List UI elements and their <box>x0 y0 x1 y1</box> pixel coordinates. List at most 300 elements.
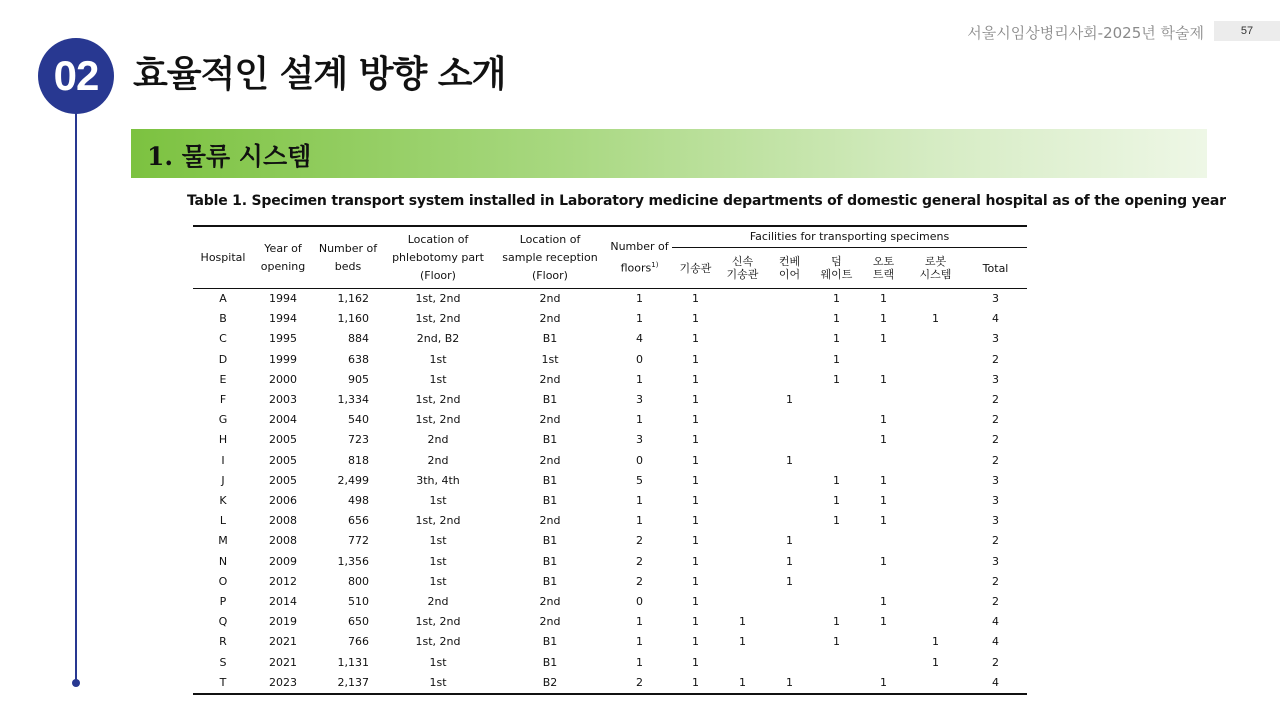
cell-pneumatic: 1 <box>692 332 699 346</box>
header-fac-robot-line2: 시스템 <box>919 268 952 281</box>
cell-hospital: Q <box>218 615 228 629</box>
table-row <box>193 491 1027 511</box>
header-reception <box>493 226 607 289</box>
cell-total: 2 <box>992 433 1000 447</box>
cell-autotrack: 1 <box>880 312 887 326</box>
cell-phlebotomy: 1st, 2nd <box>415 312 461 326</box>
table-row <box>193 612 1027 632</box>
header-phlebotomy-line3: (Floor) <box>420 268 456 282</box>
cell-phlebotomy: 1st <box>429 554 447 568</box>
cell-dumbwaiter <box>813 451 860 471</box>
cell-autotrack: 1 <box>880 292 887 305</box>
cell-year: 2004 <box>269 413 297 427</box>
cell-phlebotomy: 2nd, B2 <box>416 332 460 346</box>
cell-pneumatic: 1 <box>692 635 699 649</box>
cell-pneumatic: 1 <box>692 312 699 326</box>
cell-robot <box>907 410 964 430</box>
cell-rapid-pneumatic <box>719 451 766 471</box>
header-facilities-group: Facilities for transporting specimens <box>672 226 1027 248</box>
subtitle-text: 1. 물류 시스템 <box>147 142 312 171</box>
header-phlebotomy <box>383 226 493 289</box>
cell-rapid-pneumatic: 1 <box>719 673 766 694</box>
cell-reception: B1 <box>542 494 558 508</box>
table-row <box>193 653 1027 673</box>
header-phlebotomy-line1: Location of <box>407 232 469 246</box>
header-fac-rapid-line2: 기송관 <box>726 268 759 281</box>
cell-year: 2006 <box>269 494 297 508</box>
cell-year: 2014 <box>269 595 297 609</box>
cell-dumbwaiter <box>813 552 860 572</box>
cell-beds: 498 <box>348 494 369 508</box>
cell-robot <box>907 592 964 612</box>
cell-beds: 1,160 <box>337 312 369 326</box>
cell-beds: 656 <box>348 514 369 528</box>
cell-robot <box>907 511 964 531</box>
table-row <box>193 370 1027 390</box>
section-number-badge: 02 <box>38 38 114 114</box>
cell-pneumatic: 1 <box>672 673 719 694</box>
cell-autotrack: 1 <box>880 413 887 427</box>
cell-floors: 1 <box>636 413 643 427</box>
cell-pneumatic: 1 <box>692 352 699 366</box>
cell-conveyor <box>766 289 813 310</box>
cell-robot <box>907 289 964 310</box>
cell-beds: 510 <box>348 595 369 609</box>
table-row <box>193 572 1027 592</box>
cell-phlebotomy: 1st <box>429 574 447 588</box>
cell-autotrack: 1 <box>880 514 887 528</box>
header-reception-line3: (Floor) <box>532 268 568 282</box>
page-number: 57 <box>1214 21 1280 41</box>
cell-total: 4 <box>992 312 1000 326</box>
header-fac-dumbwaiter-line1: 덤 <box>831 255 842 268</box>
cell-hospital: E <box>219 372 227 386</box>
cell-floors: 5 <box>636 473 643 487</box>
cell-phlebotomy: 1st <box>429 494 447 508</box>
header-fac-robot-line1: 로봇 <box>924 255 947 268</box>
cell-hospital: P <box>219 595 227 609</box>
cell-floors: 1 <box>636 514 643 528</box>
cell-rapid-pneumatic <box>719 390 766 410</box>
cell-robot: 1 <box>932 635 939 649</box>
cell-autotrack: 1 <box>880 332 887 346</box>
cell-hospital: L <box>219 514 227 528</box>
cell-rapid-pneumatic <box>719 491 766 511</box>
cell-pneumatic: 1 <box>692 292 699 305</box>
cell-conveyor <box>766 612 813 632</box>
cell-reception: B1 <box>542 554 558 568</box>
cell-year: 1999 <box>269 352 297 366</box>
cell-pneumatic: 1 <box>692 433 699 447</box>
header-beds-line1: Number of <box>318 241 378 255</box>
cell-floors: 3 <box>636 393 643 407</box>
cell-floors: 1 <box>636 615 643 629</box>
cell-reception: 2nd <box>539 372 561 386</box>
cell-autotrack <box>860 350 907 370</box>
cell-floors: 4 <box>636 332 643 346</box>
cell-conveyor: 1 <box>786 393 793 407</box>
cell-total: 2 <box>992 352 1000 366</box>
header-floors-line2: floors <box>620 261 652 275</box>
table-row <box>193 552 1027 572</box>
table-row <box>193 471 1027 491</box>
cell-beds: 540 <box>348 413 369 427</box>
cell-dumbwaiter <box>813 673 860 694</box>
cell-pneumatic: 1 <box>692 554 699 568</box>
cell-autotrack <box>860 653 907 673</box>
cell-robot <box>907 451 964 471</box>
header-floors-line1: Number of <box>610 239 669 253</box>
cell-floors: 0 <box>636 453 643 467</box>
cell-reception: B1 <box>542 393 558 407</box>
cell-total: 4 <box>992 615 1000 629</box>
header-fac-dumbwaiter <box>813 248 860 289</box>
cell-phlebotomy: 1st <box>429 655 447 669</box>
page-title: 효율적인 설계 방향 소개 <box>133 54 506 95</box>
table-row <box>193 511 1027 531</box>
cell-reception: B1 <box>542 473 558 487</box>
cell-floors: 1 <box>636 372 643 386</box>
cell-floors: 1 <box>636 292 643 305</box>
cell-total: 3 <box>992 494 1000 508</box>
cell-conveyor <box>766 471 813 491</box>
cell-hospital: T <box>193 673 253 694</box>
table-header-row <box>193 226 1027 248</box>
cell-year: 2012 <box>269 574 297 588</box>
cell-robot <box>907 390 964 410</box>
cell-conveyor: 1 <box>766 673 813 694</box>
cell-conveyor <box>766 350 813 370</box>
cell-robot <box>907 531 964 551</box>
cell-pneumatic: 1 <box>692 372 699 386</box>
cell-reception: 2nd <box>539 595 561 609</box>
cell-dumbwaiter <box>813 572 860 592</box>
cell-floors: 2 <box>636 574 643 588</box>
cell-phlebotomy: 1st <box>429 352 447 366</box>
cell-total: 2 <box>992 534 1000 548</box>
cell-rapid-pneumatic <box>719 350 766 370</box>
cell-hospital: R <box>219 635 227 649</box>
cell-rapid-pneumatic <box>719 572 766 592</box>
cell-robot <box>907 430 964 450</box>
cell-hospital: C <box>219 332 227 346</box>
cell-hospital: A <box>219 292 227 305</box>
cell-total: 2 <box>992 574 1000 588</box>
cell-beds: 1,131 <box>337 655 369 669</box>
cell-year: 2023 <box>253 673 313 694</box>
cell-conveyor <box>766 653 813 673</box>
cell-conveyor: 1 <box>786 534 793 548</box>
cell-autotrack <box>860 390 907 410</box>
table-caption: Table 1. Specimen transport system installed in Laboratory medicine departments of domestic general hospital as of the opening year <box>187 193 1226 209</box>
cell-floors: 1 <box>636 494 643 508</box>
cell-phlebotomy: 1st <box>429 372 447 386</box>
cell-year: 2008 <box>269 534 297 548</box>
header-fac-autotrack-line2: 트랙 <box>872 268 895 281</box>
cell-year: 2005 <box>269 473 297 487</box>
cell-rapid-pneumatic <box>719 309 766 329</box>
cell-reception: 2nd <box>539 514 561 528</box>
cell-robot <box>907 552 964 572</box>
header-fac-rapid-pneumatic <box>719 248 766 289</box>
cell-phlebotomy: 1st, 2nd <box>415 615 461 629</box>
cell-reception: 2nd <box>539 312 561 326</box>
cell-phlebotomy: 1st, 2nd <box>415 635 461 649</box>
table-row <box>193 632 1027 652</box>
subtitle-bar <box>131 129 1207 178</box>
cell-pneumatic: 1 <box>692 473 699 487</box>
cell-beds: 2,499 <box>337 473 369 487</box>
cell-total: 3 <box>992 292 1000 305</box>
cell-autotrack: 1 <box>880 494 887 508</box>
cell-rapid-pneumatic <box>719 289 766 310</box>
cell-autotrack <box>860 632 907 652</box>
cell-rapid-pneumatic <box>719 653 766 673</box>
cell-dumbwaiter <box>813 430 860 450</box>
table-row <box>193 289 1027 310</box>
cell-autotrack: 1 <box>880 433 887 447</box>
cell-hospital: M <box>218 534 228 548</box>
cell-dumbwaiter: 1 <box>833 635 840 649</box>
cell-floors: 1 <box>636 635 643 649</box>
header-org-text: 서울시임상병리사회-2025년 학술제 <box>967 24 1204 42</box>
cell-autotrack <box>860 451 907 471</box>
header-year-line2: opening <box>260 259 306 273</box>
cell-conveyor <box>766 491 813 511</box>
cell-autotrack: 1 <box>880 595 887 609</box>
cell-reception: B1 <box>542 574 558 588</box>
cell-year: 2000 <box>269 372 297 386</box>
cell-phlebotomy: 2nd <box>427 433 449 447</box>
cell-year: 2021 <box>269 655 297 669</box>
header-fac-pneumatic: 기송관 <box>672 248 719 289</box>
cell-pneumatic: 1 <box>692 494 699 508</box>
cell-beds: 2,137 <box>313 673 383 694</box>
table-row <box>193 673 1027 694</box>
cell-year: 2021 <box>269 635 297 649</box>
cell-total: 2 <box>992 393 1000 407</box>
table-row <box>193 451 1027 471</box>
timeline-line <box>75 112 77 682</box>
header-floors <box>607 226 672 289</box>
cell-phlebotomy: 2nd <box>427 453 449 467</box>
cell-floors: 0 <box>636 595 643 609</box>
cell-rapid-pneumatic <box>719 471 766 491</box>
cell-pneumatic: 1 <box>692 453 699 467</box>
cell-autotrack: 1 <box>880 473 887 487</box>
cell-reception: 2nd <box>539 453 561 467</box>
cell-autotrack <box>860 531 907 551</box>
cell-total: 3 <box>992 554 1000 568</box>
table-row <box>193 430 1027 450</box>
cell-pneumatic: 1 <box>692 534 699 548</box>
cell-pneumatic: 1 <box>692 574 699 588</box>
cell-robot <box>907 612 964 632</box>
cell-beds: 766 <box>348 635 369 649</box>
cell-conveyor <box>766 370 813 390</box>
header-year-line1: Year of <box>264 241 302 255</box>
cell-dumbwaiter: 1 <box>833 312 840 326</box>
cell-hospital: O <box>218 574 228 588</box>
table-row <box>193 390 1027 410</box>
cell-dumbwaiter <box>813 531 860 551</box>
cell-total: 3 <box>992 372 1000 386</box>
cell-dumbwaiter <box>813 592 860 612</box>
cell-reception: B1 <box>542 635 558 649</box>
header-fac-conveyor-line1: 컨베 <box>778 255 801 268</box>
cell-rapid-pneumatic <box>719 329 766 349</box>
cell-dumbwaiter: 1 <box>833 514 840 528</box>
cell-reception: 1st <box>541 352 559 366</box>
cell-floors: 3 <box>636 433 643 447</box>
cell-robot <box>907 350 964 370</box>
header-fac-conveyor <box>766 248 813 289</box>
cell-phlebotomy: 1st, 2nd <box>415 393 461 407</box>
cell-beds: 884 <box>348 332 369 346</box>
header-fac-dumbwaiter-line2: 웨이트 <box>820 268 853 281</box>
cell-rapid-pneumatic <box>719 552 766 572</box>
header-fac-autotrack-line1: 오토 <box>872 255 895 268</box>
cell-rapid-pneumatic <box>719 592 766 612</box>
cell-conveyor: 1 <box>786 574 793 588</box>
timeline-dot <box>72 679 80 687</box>
cell-beds: 650 <box>348 615 369 629</box>
cell-reception: 2nd <box>539 413 561 427</box>
cell-year: 2003 <box>269 393 297 407</box>
cell-beds: 818 <box>348 453 369 467</box>
cell-pneumatic: 1 <box>692 413 699 427</box>
cell-hospital: G <box>218 413 228 427</box>
cell-pneumatic: 1 <box>692 595 699 609</box>
cell-beds: 772 <box>348 534 369 548</box>
cell-dumbwaiter: 1 <box>833 615 840 629</box>
cell-beds: 723 <box>348 433 369 447</box>
cell-floors: 0 <box>636 352 643 366</box>
cell-phlebotomy: 2nd <box>427 595 449 609</box>
cell-year: 2005 <box>269 453 297 467</box>
cell-dumbwaiter: 1 <box>833 372 840 386</box>
cell-beds: 638 <box>348 352 369 366</box>
cell-hospital: S <box>219 655 227 669</box>
cell-reception: B2 <box>493 673 607 694</box>
header-total: Total <box>964 248 1027 289</box>
header-reception-line1: Location of <box>519 232 581 246</box>
cell-total: 2 <box>992 655 1000 669</box>
cell-beds: 905 <box>348 372 369 386</box>
cell-dumbwaiter: 1 <box>833 352 840 366</box>
cell-autotrack <box>860 572 907 592</box>
cell-reception: B1 <box>542 655 558 669</box>
cell-pneumatic: 1 <box>692 615 699 629</box>
cell-dumbwaiter <box>813 653 860 673</box>
header-fac-conveyor-line2: 이어 <box>778 268 801 281</box>
cell-beds: 1,356 <box>337 554 369 568</box>
cell-phlebotomy: 1st <box>383 673 493 694</box>
header-floors-footnote: 1) <box>651 260 659 269</box>
cell-total: 3 <box>992 473 1000 487</box>
cell-phlebotomy: 1st <box>429 534 447 548</box>
cell-beds: 800 <box>348 574 369 588</box>
header-fac-autotrack <box>860 248 907 289</box>
table-body <box>193 289 1027 695</box>
cell-robot: 1 <box>932 312 939 326</box>
cell-conveyor: 1 <box>786 453 793 467</box>
table-row <box>193 309 1027 329</box>
cell-reception: 2nd <box>539 292 561 305</box>
cell-dumbwaiter <box>813 390 860 410</box>
cell-hospital: N <box>218 554 228 568</box>
cell-rapid-pneumatic <box>719 531 766 551</box>
cell-floors: 2 <box>607 673 672 694</box>
cell-hospital: H <box>218 433 228 447</box>
cell-conveyor <box>766 511 813 531</box>
cell-phlebotomy: 1st, 2nd <box>415 413 461 427</box>
cell-conveyor <box>766 632 813 652</box>
cell-hospital: J <box>221 473 225 487</box>
cell-hospital: F <box>219 393 227 407</box>
cell-year: 2019 <box>269 615 297 629</box>
cell-conveyor <box>766 329 813 349</box>
cell-total: 2 <box>992 595 1000 609</box>
cell-hospital: K <box>219 494 227 508</box>
cell-conveyor: 1 <box>786 554 793 568</box>
header-reception-line2: sample reception <box>502 250 598 264</box>
cell-year: 1994 <box>269 312 297 326</box>
cell-total: 2 <box>992 453 1000 467</box>
cell-rapid-pneumatic <box>719 430 766 450</box>
cell-autotrack: 1 <box>880 615 887 629</box>
cell-phlebotomy: 3th, 4th <box>416 473 460 487</box>
cell-rapid-pneumatic <box>719 410 766 430</box>
cell-phlebotomy: 1st, 2nd <box>415 514 461 528</box>
cell-reception: B1 <box>542 433 558 447</box>
cell-year: 1994 <box>269 292 297 305</box>
cell-total: 3 <box>992 514 1000 528</box>
cell-total: 3 <box>992 332 1000 346</box>
cell-floors: 1 <box>636 312 643 326</box>
header-hospital: Hospital <box>193 226 253 289</box>
cell-dumbwaiter: 1 <box>833 473 840 487</box>
cell-floors: 2 <box>636 534 643 548</box>
cell-total: 4 <box>964 673 1027 694</box>
cell-floors: 1 <box>636 655 643 669</box>
cell-conveyor <box>766 309 813 329</box>
cell-beds: 1,162 <box>337 292 369 305</box>
cell-conveyor <box>766 592 813 612</box>
cell-year: 2005 <box>269 433 297 447</box>
cell-robot: 1 <box>932 655 939 669</box>
cell-hospital: D <box>218 352 228 366</box>
table-row <box>193 531 1027 551</box>
header-beds-line2: beds <box>334 259 362 273</box>
table-row <box>193 329 1027 349</box>
cell-robot <box>907 673 964 694</box>
header-beds <box>313 226 383 289</box>
cell-robot <box>907 491 964 511</box>
cell-dumbwaiter: 1 <box>833 332 840 346</box>
cell-rapid-pneumatic: 1 <box>739 615 746 629</box>
cell-total: 2 <box>992 413 1000 427</box>
specimen-transport-table <box>193 225 1027 695</box>
cell-year: 2009 <box>269 554 297 568</box>
cell-conveyor <box>766 430 813 450</box>
cell-rapid-pneumatic <box>719 511 766 531</box>
cell-year: 1995 <box>269 332 297 346</box>
cell-phlebotomy: 1st, 2nd <box>415 292 461 305</box>
cell-autotrack: 1 <box>880 372 887 386</box>
table-row <box>193 350 1027 370</box>
cell-pneumatic: 1 <box>692 514 699 528</box>
